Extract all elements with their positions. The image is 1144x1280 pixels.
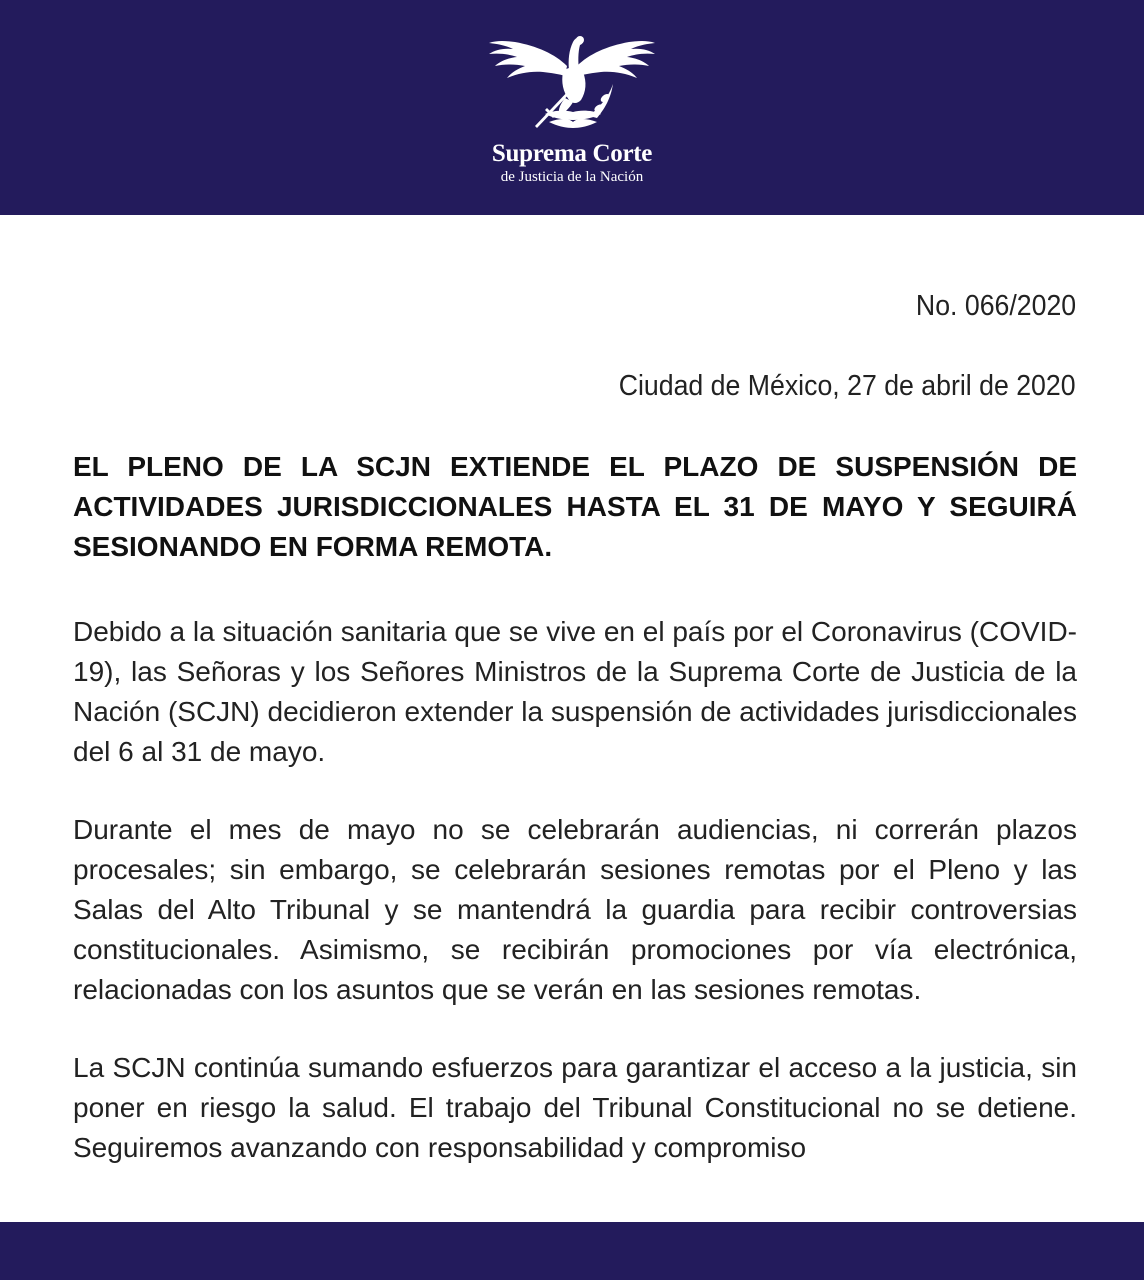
paragraph-1: Debido a la situación sanitaria que se vive en el país por el Coronavirus (COVID-19), las Señoras y los Señores Ministros de la Suprema Corte de Justicia de la Nación (SCJN) decidieron extender la suspensión de actividades jurisdiccionales del 6 al 31 de mayo.: [73, 616, 1077, 767]
place-date: Ciudad de México, 27 de abril de 2020: [619, 370, 1076, 402]
headline: EL PLENO DE LA SCJN EXTIENDE EL PLAZO DE SUSPENSIÓN DE ACTIVIDADES JURISDICCIONALES HASTA EL 31 DE MAYO Y SEGUIRÁ SESIONANDO EN FORMA REMOTA.: [73, 451, 1077, 562]
org-subtitle: de Justicia de la Nación: [500, 169, 644, 185]
org-name: Suprema Corte: [491, 140, 653, 167]
eagle-emblem-icon: [485, 26, 659, 134]
header-banner: [0, 0, 1144, 215]
paragraph-2: Durante el mes de mayo no se celebrarán audiencias, ni correrán plazos procesales; sin embargo, se celebrarán sesiones remotas por el Pleno y las Salas del Alto Tribunal y se mantendrá la guardia para recibir controversias constitucionales. Asimismo, se recibirán promociones por vía electrónica, relacionadas con los asuntos que se verán en las sesiones remotas.: [73, 814, 1077, 1005]
footer-banner: [0, 1222, 1144, 1280]
paragraph-3: La SCJN continúa sumando esfuerzos para garantizar el acceso a la justicia, sin poner en riesgo la salud. El trabajo del Tribunal Constitucional no se detiene. Seguiremos avanzando con responsabilidad y compromiso: [73, 1052, 1077, 1163]
bulletin-number: No. 066/2020: [915, 290, 1076, 322]
